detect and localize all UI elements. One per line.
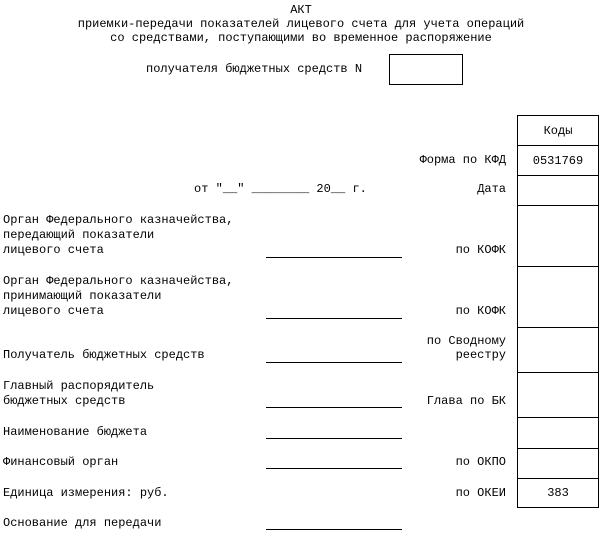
document-subtitle-line2: со средствами, поступающими во временное распоряжение bbox=[110, 31, 492, 45]
recipient-label: получателя бюджетных средств N bbox=[146, 62, 363, 76]
code-okpo[interactable] bbox=[518, 449, 598, 479]
budget-recipient-label: Получатель бюджетных средств bbox=[3, 348, 205, 362]
code-okei[interactable]: 383 bbox=[547, 486, 569, 500]
sender-label-line2: передающий показатели bbox=[3, 228, 155, 242]
date-day-blank[interactable]: __ bbox=[222, 182, 238, 196]
financial-body-label: Финансовый орган bbox=[3, 455, 119, 469]
sender-label-line3: лицевого счета bbox=[3, 243, 104, 257]
code-form-kfd[interactable]: 0531769 bbox=[518, 146, 598, 176]
date-year-prefix: 20 bbox=[309, 182, 331, 196]
consolidated-label-line1: по Сводному bbox=[426, 334, 506, 348]
okei-label: по ОКЕИ bbox=[455, 486, 506, 500]
date-month-blank[interactable]: ________ bbox=[251, 182, 310, 196]
receiver-label-line3: лицевого счета bbox=[3, 304, 104, 318]
sender-input-line[interactable] bbox=[266, 257, 402, 258]
date-label: Дата bbox=[477, 182, 506, 196]
code-chapter-bk[interactable] bbox=[518, 373, 598, 418]
kofk-label-1: по КОФК bbox=[455, 243, 506, 257]
date-suffix: г. bbox=[345, 182, 367, 196]
basis-label: Основание для передачи bbox=[3, 516, 162, 530]
document-subtitle-line1: приемки-передачи показателей лицевого счета для учета операций bbox=[77, 17, 525, 31]
okpo-label: по ОКПО bbox=[455, 455, 506, 469]
receiver-label-line2: принимающий показатели bbox=[3, 289, 162, 303]
budget-recipient-input-line[interactable] bbox=[266, 362, 402, 363]
code-kofk-2[interactable] bbox=[518, 267, 598, 328]
budget-name-input-line[interactable] bbox=[266, 438, 402, 439]
code-blank[interactable] bbox=[518, 418, 598, 449]
codes-header: Коды bbox=[518, 116, 598, 146]
chief-manager-label-line1: Главный распорядитель bbox=[3, 379, 155, 393]
receiver-input-line[interactable] bbox=[266, 318, 402, 319]
code-date[interactable] bbox=[518, 176, 598, 206]
recipient-number-field[interactable] bbox=[389, 54, 463, 85]
consolidated-label-line2: реестру bbox=[455, 348, 506, 362]
chief-manager-label-line2: бюджетных средств bbox=[3, 394, 126, 408]
date-prefix: от " bbox=[194, 182, 223, 196]
date-year-blank[interactable]: __ bbox=[330, 182, 346, 196]
code-consolidated[interactable] bbox=[518, 328, 598, 373]
unit-label: Единица измерения: руб. bbox=[3, 486, 169, 500]
basis-input-line[interactable] bbox=[266, 529, 402, 530]
chapter-bk-label: Глава по БК bbox=[426, 394, 506, 408]
codes-table bbox=[517, 115, 599, 508]
code-kofk-1[interactable] bbox=[518, 206, 598, 267]
receiver-label-line1: Орган Федерального казначейства, bbox=[3, 274, 234, 288]
kofk-label-2: по КОФК bbox=[455, 304, 506, 318]
date-mid: " bbox=[237, 182, 252, 196]
form-kfd-label: Форма по КФД bbox=[419, 153, 506, 167]
budget-name-label: Наименование бюджета bbox=[3, 425, 148, 439]
sender-label-line1: Орган Федерального казначейства, bbox=[3, 213, 234, 227]
document-title: АКТ bbox=[290, 3, 312, 17]
